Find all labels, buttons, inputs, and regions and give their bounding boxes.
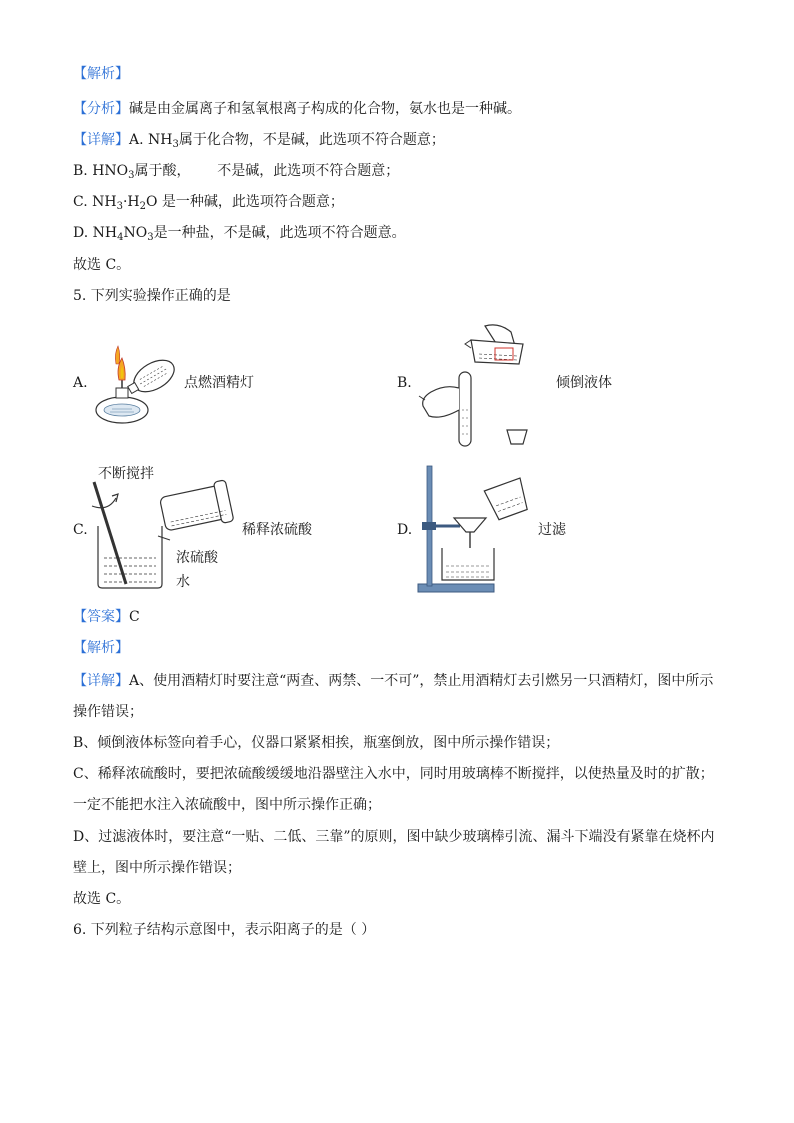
detail-text: 是一种盐，不是碱，此选项不符合题意。 (153, 225, 406, 241)
q4-detail-a (73, 130, 445, 155)
detail-tag: 【详解】 (73, 132, 129, 148)
explanation-line: C、稀释浓硫酸时，要把浓硫酸缓缓地沿器壁注入水中，同时用玻璃棒不断搅拌，以使热量及时的扩散； (73, 766, 714, 782)
formula-sub: 4 (117, 232, 124, 243)
q4-detail-b (73, 161, 399, 186)
detail-text: 属于化合物，不是碱，此选项不符合题意； (178, 132, 445, 148)
analysis-tag: 【分析】 (73, 101, 129, 117)
formula-sub: 3 (172, 139, 179, 150)
formula-text: C. NH (73, 194, 117, 210)
formula-text: B. HNO (73, 163, 129, 179)
detail-text: 属于酸， 不是碱，此选项不符合题意； (134, 163, 400, 179)
explanation-line: 一定不能把水注入浓硫酸中，图中所示操作正确； (73, 797, 381, 813)
pouring-liquid-figure (415, 318, 535, 452)
q4-detail-d (73, 223, 406, 248)
label-water: 水 (176, 574, 190, 590)
detail-tag: 【详解】 (73, 673, 129, 689)
formula-sub: 3 (128, 170, 135, 181)
formula-text: D. NH (73, 225, 118, 241)
explanation-line (73, 671, 713, 691)
q4-detail-c (73, 192, 344, 217)
option-d-caption: 过滤 (538, 522, 566, 538)
q4-analysis-line (73, 99, 521, 119)
analysis-header: 【解析】 (73, 66, 129, 82)
option-b-caption: 倾倒液体 (556, 375, 612, 391)
option-a-letter: A. (73, 375, 88, 391)
explanation-line: 操作错误； (73, 704, 143, 720)
option-c-caption: 稀释浓硫酸 (242, 522, 312, 538)
formula-text: ·H (122, 194, 140, 210)
alcohol-lamp-figure (92, 336, 182, 431)
formula-sub: 2 (139, 201, 146, 212)
answer-tag: 【答案】 (73, 609, 129, 625)
answer-text: C (129, 609, 140, 625)
q6-stem: 6. 下列粒子结构示意图中，表示阳离子的是（ ） (73, 922, 376, 938)
q5-conclusion: 故选 C。 (73, 891, 131, 907)
dilute-acid-figure (88, 476, 248, 596)
option-d-letter: D. (397, 522, 413, 538)
q4-conclusion: 故选 C。 (73, 257, 131, 273)
label-acid: 浓硫酸 (176, 550, 218, 566)
formula-sub: 3 (147, 232, 154, 243)
explanation-line: 壁上，图中所示操作错误； (73, 860, 241, 876)
formula-text: A. NH (129, 132, 173, 148)
analysis-text: 碱是由金属离子和氢氧根离子构成的化合物，氨水也是一种碱。 (129, 101, 521, 117)
formula-sub: 3 (116, 201, 123, 212)
label-stir: 不断搅拌 (98, 466, 154, 482)
q5-stem: 5. 下列实验操作正确的是 (73, 288, 231, 304)
option-a-caption: 点燃酒精灯 (184, 375, 254, 391)
explanation-line: B、倾倒液体标签向着手心，仪器口紧紧相挨，瓶塞倒放，图中所示操作错误； (73, 735, 560, 751)
explanation-line: D、过滤液体时，要注意“一贴、二低、三靠”的原则，图中缺少玻璃棒引流、漏斗下端没有紧靠在烧杯内 (73, 829, 715, 845)
explanation-text: A、使用酒精灯时要注意“两查、两禁、一不可”，禁止用酒精灯去引燃另一只酒精灯，图中所示 (129, 673, 714, 689)
filtration-figure (414, 462, 534, 598)
option-c-letter: C. (73, 522, 88, 538)
option-b-letter: B. (397, 375, 412, 391)
analysis-header-2: 【解析】 (73, 640, 129, 656)
q5-answer (73, 607, 140, 627)
detail-text: O 是一种碱，此选项符合题意； (146, 194, 344, 210)
formula-text: NO (123, 225, 148, 241)
